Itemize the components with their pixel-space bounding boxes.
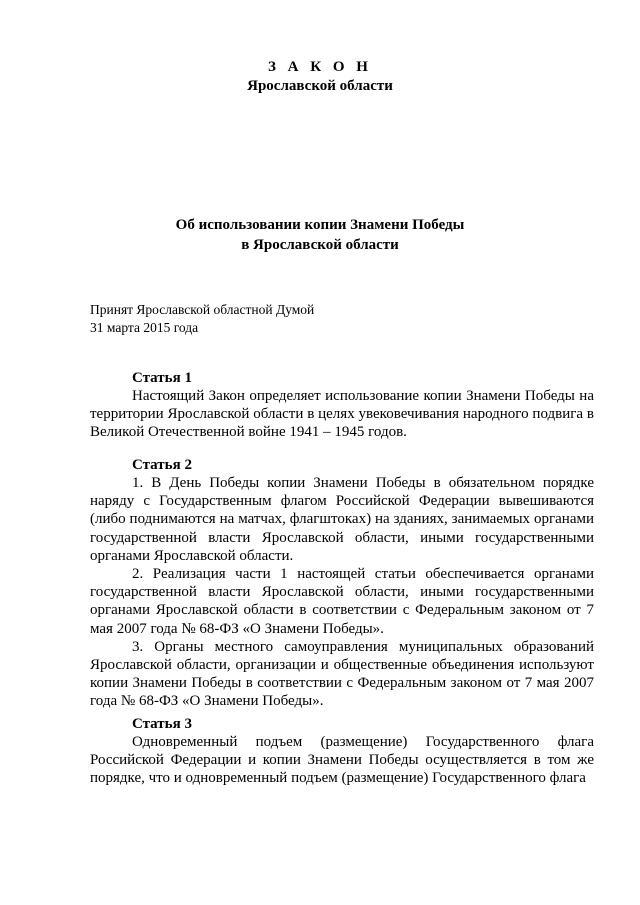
document-title-line-2: в Ярославской области bbox=[241, 237, 399, 253]
article-paragraph: 1. В День Победы копии Знамени Победы в обязательном порядке наряду с Государственным флагом Российской Федерации вывешиваются (либо поднимаются на матчах, флагштоках) на зданиях, занимаемых органами государственной власти Ярославской области, иными государственными органами Ярославской области. bbox=[90, 475, 594, 564]
adoption-line-1: Принят Ярославской областной Думой bbox=[90, 302, 315, 317]
adoption-date: 31 марта 2015 года bbox=[90, 320, 199, 335]
article-heading: Статья 3 bbox=[132, 716, 192, 732]
article-heading: Статья 2 bbox=[132, 457, 192, 473]
article-paragraph: Настоящий Закон определяет использование копии Знамени Победы на территории Ярославской области в целях увековечивания народного подвига в Великой Отечественной войне 1941 – 1945 годов. bbox=[90, 388, 594, 441]
article-3 bbox=[90, 715, 594, 788]
article-1 bbox=[90, 369, 594, 442]
article-2 bbox=[90, 456, 594, 711]
document-title bbox=[0, 215, 640, 255]
adoption-note bbox=[90, 301, 314, 337]
document-title-line-1: Об использовании копии Знамени Победы bbox=[175, 217, 465, 233]
article-paragraph: 3. Органы местного самоуправления муниципальных образований Ярославской области, организации и общественные объединения используют копии Знамени Победы в соответствии с Федеральным законом от 7 мая 2007 года № 68-ФЗ «О Знамени Победы». bbox=[90, 638, 594, 710]
document-region: Ярославской области bbox=[247, 78, 393, 94]
article-heading: Статья 1 bbox=[132, 370, 192, 386]
document-type: З А К О Н bbox=[268, 59, 372, 75]
article-paragraph: Одновременный подъем (размещение) Государственного флага Российской Федерации и копии Знамени Победы осуществляется в том же порядке, что и одновременный подъем (размещение) Государственного флага bbox=[90, 734, 594, 787]
article-paragraph: 2. Реализация части 1 настоящей статьи обеспечивается органами государственной власти Ярославской области, иными государственными органами Ярославской области в соответствии с Федеральным законом от 7 мая 2007 года № 68-ФЗ «О Знамени Победы». bbox=[90, 566, 594, 637]
